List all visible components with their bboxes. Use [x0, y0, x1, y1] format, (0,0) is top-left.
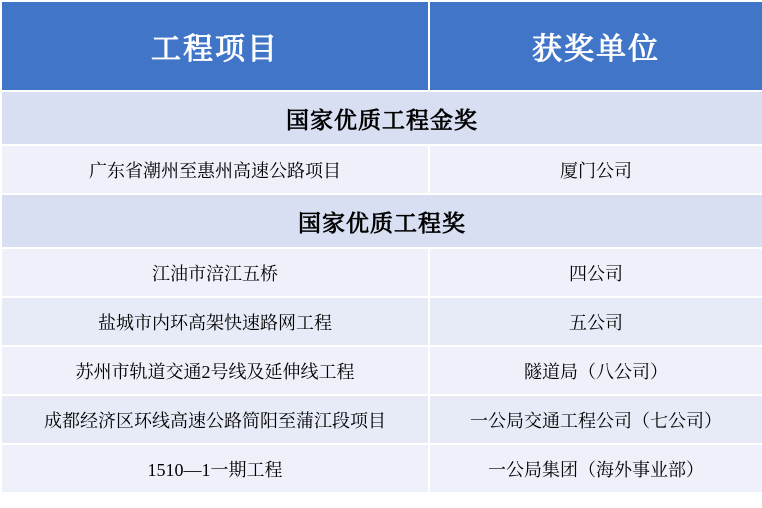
section-title-standard: 国家优质工程奖	[1, 194, 762, 248]
section-row	[1, 194, 762, 248]
cell-project: 江油市涪江五桥	[1, 248, 429, 297]
table-row	[1, 395, 762, 444]
cell-project: 盐城市内环高架快速路网工程	[1, 297, 429, 346]
cell-project: 苏州市轨道交通2号线及延伸线工程	[1, 346, 429, 395]
cell-unit: 五公司	[429, 297, 762, 346]
cell-unit: 一公局集团（海外事业部）	[429, 444, 762, 493]
header-cell-project: 工程项目	[1, 1, 429, 91]
table-row	[1, 297, 762, 346]
table-row	[1, 444, 762, 493]
cell-unit: 四公司	[429, 248, 762, 297]
header-cell-unit: 获奖单位	[429, 1, 762, 91]
section-title-gold: 国家优质工程金奖	[1, 91, 762, 145]
cell-unit: 一公局交通工程公司（七公司）	[429, 395, 762, 444]
cell-project: 成都经济区环线高速公路简阳至蒲江段项目	[1, 395, 429, 444]
table-row	[1, 346, 762, 395]
cell-unit: 厦门公司	[429, 145, 762, 194]
section-row	[1, 91, 762, 145]
cell-unit: 隧道局（八公司）	[429, 346, 762, 395]
table-row	[1, 145, 762, 194]
table-row	[1, 248, 762, 297]
cell-project: 1510—1一期工程	[1, 444, 429, 493]
table-header-row	[1, 1, 762, 91]
cell-project: 广东省潮州至惠州高速公路项目	[1, 145, 429, 194]
